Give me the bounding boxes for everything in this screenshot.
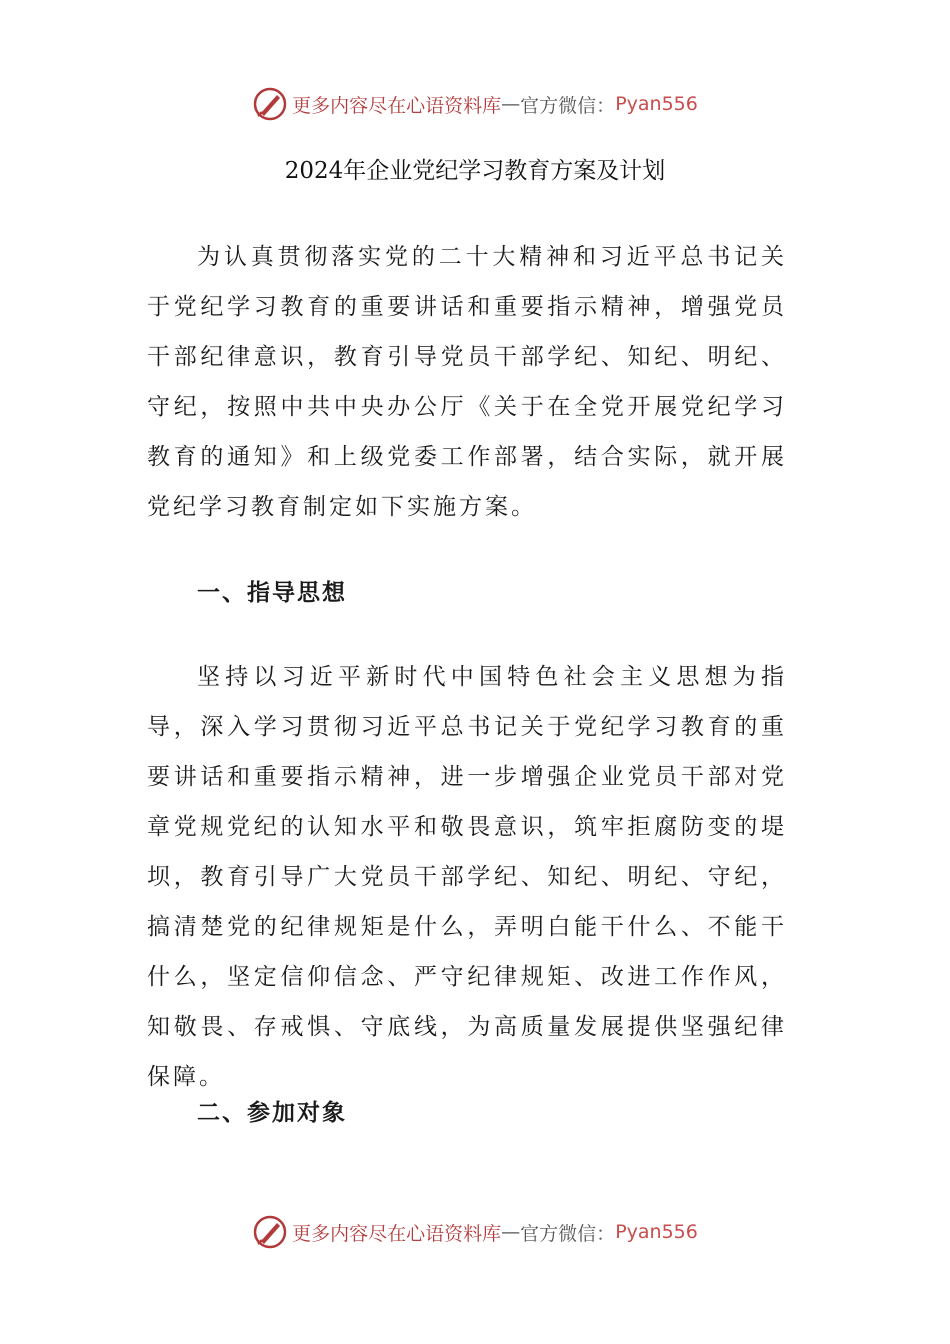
section-heading-guiding-ideology: 一、指导思想 — [197, 580, 347, 606]
watermark-separator: — — [501, 1221, 521, 1243]
section-heading-participants: 二、参加对象 — [197, 1100, 347, 1126]
pen-logo-icon — [252, 1214, 288, 1250]
document-title: 2024年企业党纪学习教育方案及计划 — [284, 158, 666, 184]
watermark-wechat-id: Pyan556 — [615, 93, 698, 115]
intro-paragraph: 为认真贯彻落实党的二十大精神和习近平总书记关于党纪学习教育的重要讲话和重要指示精神，增强党员干部纪律意识，教育引导党员干部学纪、知纪、明纪、守纪，按照中共中央办公厅《关于在全党开展党纪学习教育的通知》和上级党委工作部署，结合实际，就开展党纪学习教育制定如下实施方案。 — [147, 244, 787, 520]
watermark-banner-bottom — [0, 1212, 950, 1252]
section-body-guiding-ideology: 坚持以习近平新时代中国特色社会主义思想为指导，深入学习贯彻习近平总书记关于党纪学习教育的重要讲话和重要指示精神，进一步增强企业党员干部对党章党规党纪的认知水平和敬畏意识，筑牢拒腐防变的堤坝，教育引导广大党员干部学纪、知纪、明纪、守纪，搞清楚党的纪律规矩是什么，弄明白能干什么、不能干什么，坚定信仰信念、严守纪律规矩、改进工作作风，知敬畏、存戒惧、守底线，为高质量发展提供坚强纪律保障。 — [147, 664, 787, 1090]
watermark-official-label: 官方微信： — [520, 94, 616, 117]
watermark-wechat-id: Pyan556 — [615, 1221, 698, 1243]
watermark-separator: — — [501, 93, 521, 115]
pen-logo-icon — [252, 86, 288, 122]
watermark-brand: 更多内容尽在心语资料库 — [292, 94, 502, 117]
watermark-banner-top — [0, 84, 950, 124]
watermark-brand: 更多内容尽在心语资料库 — [292, 1222, 502, 1245]
watermark-official-label: 官方微信： — [520, 1222, 616, 1245]
